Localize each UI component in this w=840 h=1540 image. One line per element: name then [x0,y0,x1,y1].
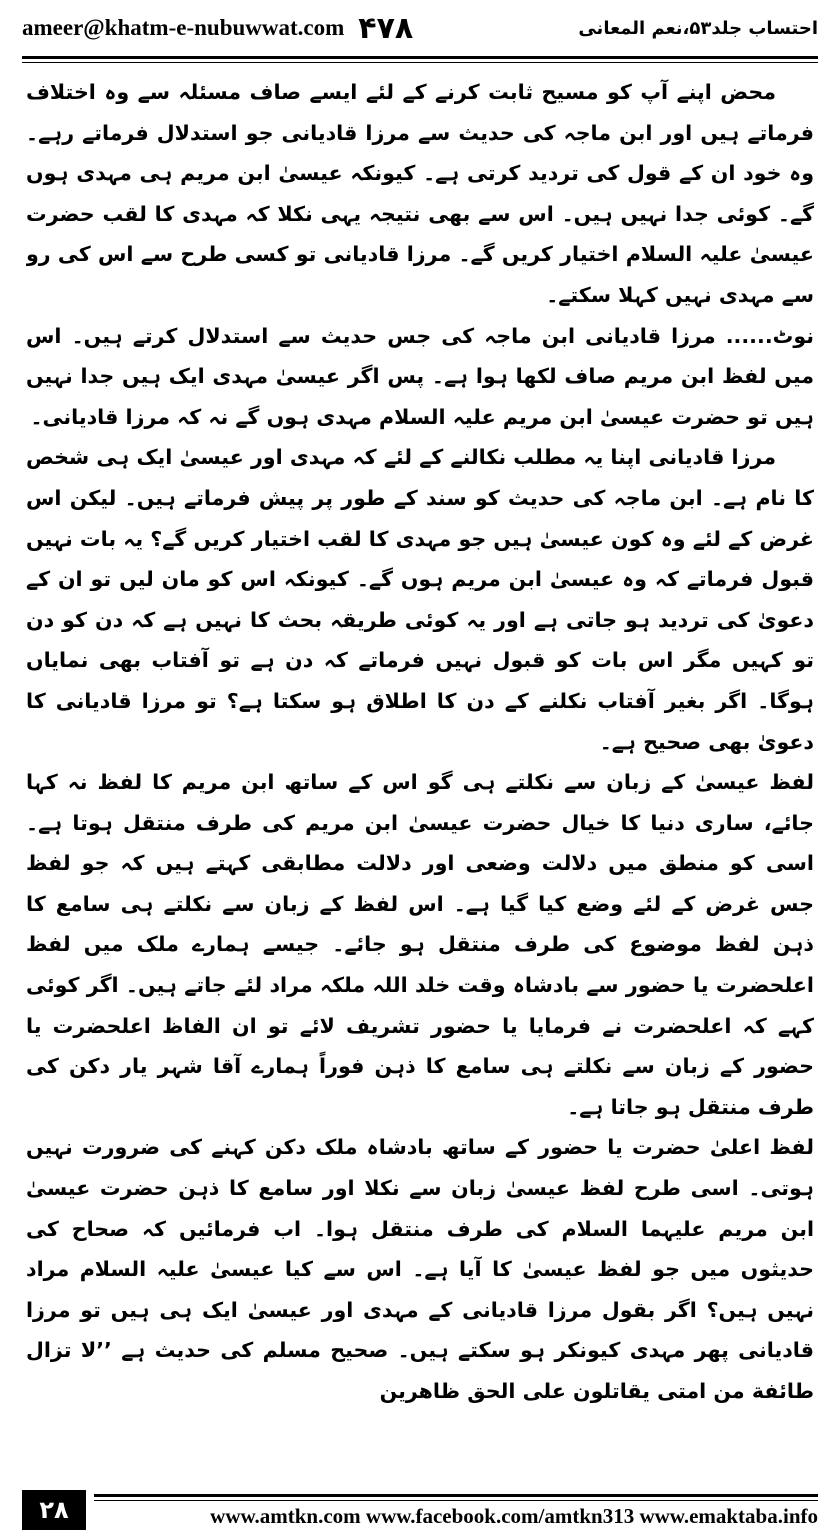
footer-rule-thin [94,1500,818,1501]
paragraph-1: محض اپنے آپ کو مسیح ثابت کرنے کے لئے ایسے صاف مسئلہ سے وہ اختلاف فرماتے ہیں اور ابن ماجہ کی حدیث سے مرزا قادیانی جو استدلال فرماتے رہے۔ وہ خود ان کے قول کی تردید کرتی ہے۔ کیونکہ عیسیٰ ابن مریم ہی مہدی ہوں گے۔ کوئی جدا نہیں ہیں۔ اس سے بھی نتیجہ یہی نکلا کہ مہدی کا لقب حضرت عیسیٰ علیہ السلام اختیار کریں گے۔ مرزا قادیانی تو کسی طرح سے اس کی رو سے مہدی نہیں کہلا سکتے۔ [26,80,814,307]
body-text [26,72,814,1467]
running-title: احتساب جلد۵۳،نعم المعانی [578,17,818,39]
header-page-number: ۴۷۸ [358,10,414,46]
page-footer [22,1488,818,1532]
header-email: ameer@khatm-e-nubuwwat.com [22,15,345,40]
paragraph-3: مرزا قادیانی اپنا یہ مطلب نکالنے کے لئے کہ مہدی اور عیسیٰ ایک ہی شخص کا نام ہے۔ ابن ماجہ کی حدیث کو سند کے طور پر پیش فرماتے ہیں۔ لیکن اس غرض کے لئے وہ کون عیسیٰ ہیں جو مہدی کا لقب اختیار کریں گے؟ یہ بات نہیں قبول فرماتے کہ وہ عیسیٰ ابن مریم ہوں گے۔ کیونکہ اس کو مان لیں تو ان کے دعویٰ کی تردید ہو جاتی ہے اور یہ کوئی طریقہ بحث کا نہیں ہے کہ دن کو دن تو کہیں مگر اس بات کو قبول نہیں فرماتے کہ دن ہے تو آفتاب بھی نمایاں ہوگا۔ اگر بغیر آفتاب نکلنے کے دن کا اطلاق ہو سکتا ہے؟ تو مرزا قادیانی کا دعویٰ بھی صحیح ہے۔ [26,445,814,754]
header-rule [22,56,818,59]
footer-page-number: ۲۸ [22,1490,86,1530]
page-header [22,8,818,48]
header-rule-thin [22,62,818,63]
header-left-group [22,11,413,46]
paragraph-2: نوٹ...... مرزا قادیانی ابن ماجہ کی جس حدیث سے استدلال کرتے ہیں۔ اس میں لفظ ابن مریم صاف لکھا ہوا ہے۔ پس اگر عیسیٰ مہدی ایک ہیں جدا نہیں ہیں تو حضرت عیسیٰ ابن مریم علیہ السلام مہدی ہوں گے نہ کہ مرزا قادیانی۔ [26,323,814,429]
footer-rule [94,1494,818,1497]
paragraph-4: لفظ عیسیٰ کے زبان سے نکلتے ہی گو اس کے ساتھ ابن مریم کا لفظ نہ کہا جائے، ساری دنیا کا خیال حضرت عیسیٰ ابن مریم کی طرف منتقل ہوتا ہے۔ اسی کو منطق میں دلالت وضعی اور دلالت مطابقی کہتے ہیں کہ جو لفظ جس غرض کے لئے وضع کیا گیا ہے۔ اس لفظ کے زبان سے نکلتے ہی سامع کا ذہن لفظ موضوع کی طرف منتقل ہو جائے۔ جیسے ہمارے ملک میں لفظ اعلحضرت یا حضور سے بادشاہ وقت خلد اللہ ملکہ مراد لئے جاتے ہیں۔ اگر کوئی کہے کہ اعلحضرت نے فرمایا یا حضور تشریف لائے تو ان الفاظ اعلحضرت یا حضور کے زبان سے نکلتے ہی سامع کا ذہن فوراً ہمارے آقا شہر یار دکن کی طرف منتقل ہو جاتا ہے۔ [26,770,814,1119]
footer-links: www.amtkn.com www.facebook.com/amtkn313 www.emaktaba.info [210,1504,818,1528]
paragraph-5: لفظ اعلیٰ حضرت یا حضور کے ساتھ بادشاہ ملک دکن کہنے کی ضرورت نہیں ہوتی۔ اسی طرح لفظ عیسیٰ زبان سے نکلا اور سامع کا ذہن حضرت عیسیٰ ابن مریم علیہما السلام کی طرف منتقل ہوا۔ اب فرمائیں کہ صحاح کی حدیثوں میں جو لفظ عیسیٰ کا آیا ہے۔ اس سے کیا عیسیٰ علیہ السلام مراد نہیں ہیں؟ اگر بقول مرزا قادیانی کے مہدی اور عیسیٰ ایک ہی ہیں تو مرزا قادیانی پھر مہدی کیونکر ہو سکتے ہیں۔ صحیح مسلم کی حدیث ہے ’’لا تزال طائفة من امتی یقاتلون علی الحق ظاهرین [26,1135,814,1403]
